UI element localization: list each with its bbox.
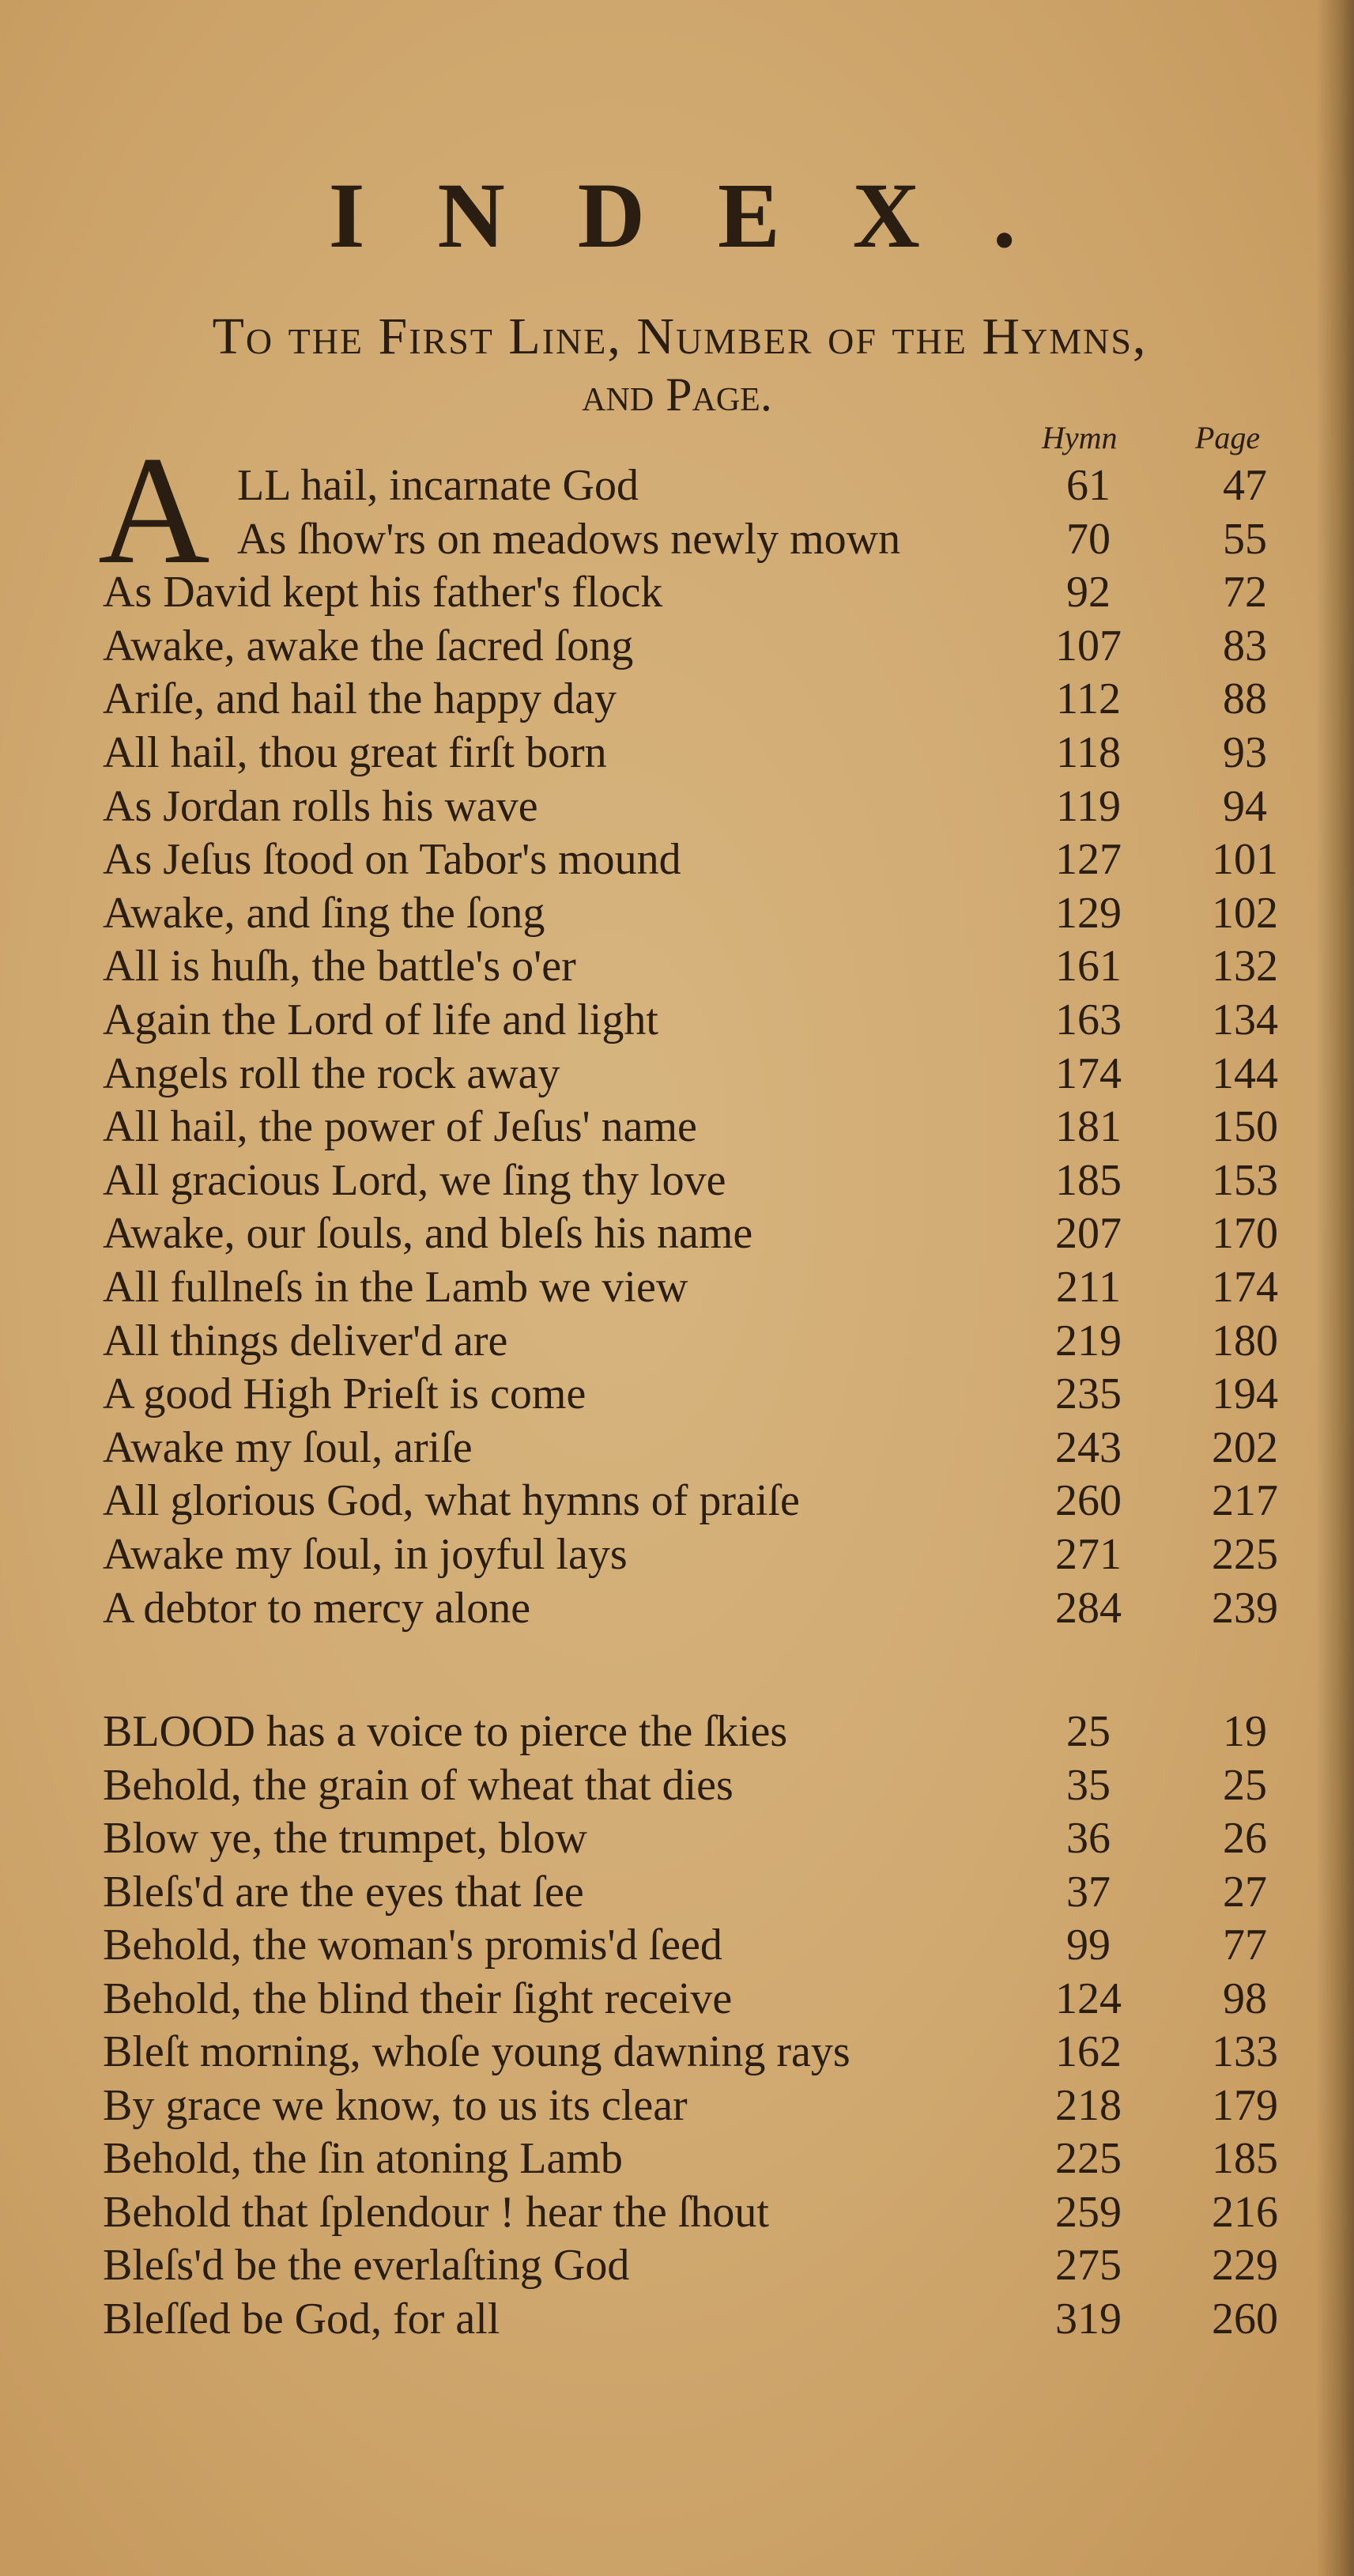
first-line-text: Bleſt morning, whoſe young dawning rays (103, 2027, 850, 2076)
index-entry-row (0, 2238, 1354, 2292)
hymn-number: 129 (1055, 888, 1122, 938)
hymn-number: 61 (1066, 461, 1111, 510)
hymn-number: 99 (1066, 1921, 1111, 1970)
page-number: 217 (1212, 1476, 1278, 1526)
first-line-text: Awake, our ſouls, and bleſs his name (103, 1209, 753, 1259)
first-line-text: Again the Lord of life and light (103, 995, 658, 1044)
first-line-text: All hail, the power of Jeſus' name (103, 1102, 697, 1152)
index-entry-row (0, 1865, 1354, 1919)
hymn-number: 207 (1055, 1209, 1122, 1259)
page-number: 180 (1212, 1316, 1278, 1365)
index-entry-row (0, 780, 1354, 833)
index-entry-row (0, 993, 1354, 1047)
page-number: 225 (1212, 1530, 1278, 1579)
first-line-text: Awake, awake the ſacred ſong (103, 621, 634, 670)
index-entry-row (0, 512, 1354, 566)
first-line-text: As Jordan rolls his wave (103, 781, 538, 831)
hymn-number: 218 (1055, 2080, 1122, 2130)
first-line-text: Awake, and ſing the ſong (103, 888, 545, 938)
column-header-page: Page (1195, 420, 1261, 455)
hymn-number: 275 (1055, 2241, 1122, 2290)
index-entry-row (0, 1758, 1354, 1812)
first-line-text: All gracious Lord, we ſing thy love (103, 1155, 726, 1205)
index-entry-row (0, 1972, 1354, 2026)
index-entry-row (0, 459, 1354, 512)
index-entry-row (0, 2025, 1354, 2079)
index-entry-row (0, 565, 1354, 619)
page-number: 150 (1212, 1102, 1278, 1152)
hymn-number: 211 (1056, 1263, 1121, 1312)
first-line-text: Bleſs'd be the everlaſting God (103, 2241, 630, 2290)
hymn-number: 319 (1055, 2294, 1122, 2344)
first-line-text: As ſhow'rs on meadows newly mown (237, 514, 901, 564)
page-number: 179 (1212, 2080, 1278, 2130)
index-entry-row (0, 1154, 1354, 1207)
hymn-number: 127 (1055, 835, 1122, 885)
hymn-number: 181 (1055, 1102, 1122, 1152)
page-number: 134 (1212, 995, 1278, 1044)
first-line-text: LL hail, incarnate God (237, 461, 639, 510)
index-entry-row (0, 2132, 1354, 2185)
hymn-number: 163 (1055, 995, 1122, 1044)
hymn-number: 235 (1055, 1369, 1122, 1419)
first-line-text: Bleſſed be God, for all (103, 2294, 500, 2344)
page-number: 239 (1212, 1583, 1278, 1633)
index-entry-row (0, 1918, 1354, 1972)
page-number: 194 (1212, 1369, 1278, 1419)
first-line-text: Behold, the grain of wheat that dies (103, 1760, 734, 1810)
index-entry-row (0, 672, 1354, 726)
hymn-number: 162 (1055, 2027, 1122, 2076)
page-number: 132 (1212, 942, 1278, 991)
page-number: 27 (1223, 1867, 1267, 1917)
first-line-text: As Jeſus ſtood on Tabor's mound (103, 835, 681, 885)
index-entry-row (0, 1047, 1354, 1101)
page-number: 144 (1212, 1048, 1278, 1098)
page-number: 170 (1212, 1209, 1278, 1259)
page-number: 102 (1212, 888, 1278, 938)
page-number: 133 (1212, 2027, 1278, 2076)
index-entry-row (0, 1207, 1354, 1260)
index-entry-row (0, 1581, 1354, 1635)
page-number: 98 (1223, 1974, 1267, 2023)
page-number: 94 (1223, 781, 1267, 831)
hymn-number: 260 (1055, 1476, 1122, 1526)
first-line-text: All fullneſs in the Lamb we view (103, 1263, 688, 1312)
index-entry-row (0, 833, 1354, 886)
first-line-text: Blow ye, the trumpet, blow (103, 1814, 587, 1863)
index-entry-row (0, 1100, 1354, 1154)
page-number: 26 (1223, 1814, 1267, 1863)
page-number: 229 (1212, 2241, 1278, 2290)
index-entry-row (0, 1260, 1354, 1314)
page-number: 153 (1212, 1155, 1278, 1205)
first-line-text: A good High Prieſt is come (103, 1369, 586, 1419)
index-entry-row (0, 886, 1354, 940)
hymn-number: 92 (1066, 568, 1111, 618)
hymn-number: 124 (1055, 1974, 1122, 2023)
first-line-text: By grace we know, to us its clear (103, 2080, 688, 2130)
hymn-number: 37 (1066, 1867, 1111, 1917)
page-number: 25 (1223, 1760, 1267, 1810)
hymn-number: 118 (1056, 728, 1121, 777)
index-entry-row (0, 1528, 1354, 1581)
hymn-number: 161 (1055, 942, 1122, 991)
index-entry-row (0, 939, 1354, 993)
first-line-text: A debtor to mercy alone (103, 1583, 531, 1633)
hymn-number: 271 (1055, 1530, 1122, 1579)
index-entry-row (0, 1705, 1354, 1758)
page-number: 101 (1212, 835, 1278, 885)
page-number: 77 (1223, 1921, 1267, 1970)
first-line-text: Ariſe, and hail the happy day (103, 674, 617, 724)
hymn-number: 259 (1055, 2187, 1122, 2237)
hymn-number: 35 (1066, 1760, 1111, 1810)
page-number: 47 (1223, 461, 1267, 510)
index-subtitle-line2: and Page. (582, 368, 772, 421)
first-line-text: Behold that ſplendour ! hear the ſhout (103, 2187, 769, 2237)
first-line-text: All glorious God, what hymns of praiſe (103, 1476, 800, 1526)
first-line-text: All is huſh, the battle's o'er (103, 942, 576, 991)
page-number: 19 (1223, 1707, 1267, 1756)
page-number: 216 (1212, 2187, 1278, 2237)
hymn-number: 284 (1055, 1583, 1122, 1633)
page-number: 185 (1212, 2134, 1278, 2183)
hymn-number: 243 (1055, 1422, 1122, 1472)
hymn-number: 107 (1055, 621, 1122, 670)
hymn-number: 174 (1055, 1048, 1122, 1098)
index-entry-row (0, 1474, 1354, 1528)
index-subtitle-line1: To the First Line, Number of the Hymns, (212, 308, 1148, 365)
index-entry-row (0, 1811, 1354, 1865)
hymn-number: 70 (1066, 514, 1111, 564)
first-line-text: Awake my ſoul, in joyful lays (103, 1530, 628, 1579)
hymn-number: 112 (1056, 674, 1121, 724)
first-line-text: Angels roll the rock away (103, 1048, 560, 1098)
hymn-number: 36 (1066, 1814, 1111, 1863)
hymn-number: 225 (1055, 2134, 1122, 2183)
drop-cap-letter: A (98, 425, 210, 596)
page-number: 174 (1212, 1263, 1278, 1312)
hymn-number: 25 (1066, 1707, 1111, 1756)
hymn-number: 185 (1055, 1155, 1122, 1205)
first-line-text: Awake my ſoul, ariſe (103, 1422, 473, 1472)
page-number: 83 (1223, 621, 1267, 670)
page-number: 202 (1212, 1422, 1278, 1472)
index-entry-row (0, 2185, 1354, 2239)
hymn-number: 219 (1055, 1316, 1122, 1365)
first-line-text: As David kept his father's flock (103, 568, 663, 618)
first-line-text: Behold, the woman's promis'd ſeed (103, 1921, 722, 1970)
page-number: 88 (1223, 674, 1267, 724)
index-entry-row (0, 726, 1354, 780)
page-number: 260 (1212, 2294, 1278, 2344)
index-entry-row (0, 2292, 1354, 2346)
first-line-text: All hail, thou great firſt born (103, 728, 607, 777)
index-entry-row (0, 2079, 1354, 2132)
first-line-text: All things deliver'd are (103, 1316, 508, 1365)
column-header-hymn: Hymn (1042, 420, 1118, 455)
index-entry-row (0, 1367, 1354, 1421)
first-line-text: Bleſs'd are the eyes that ſee (103, 1867, 584, 1917)
index-entry-row (0, 1421, 1354, 1475)
page-number: 55 (1223, 514, 1267, 564)
index-title: INDEX. (328, 164, 1089, 267)
first-line-text: Behold, the blind their ſight receive (103, 1974, 733, 2023)
first-line-text: BLOOD has a voice to pierce the ſkies (103, 1707, 788, 1756)
hymn-number: 119 (1056, 781, 1121, 831)
index-entry-row (0, 619, 1354, 673)
first-line-text: Behold, the ſin atoning Lamb (103, 2134, 623, 2183)
page-number: 72 (1223, 568, 1267, 618)
page-number: 93 (1223, 728, 1267, 777)
index-entry-row (0, 1314, 1354, 1368)
